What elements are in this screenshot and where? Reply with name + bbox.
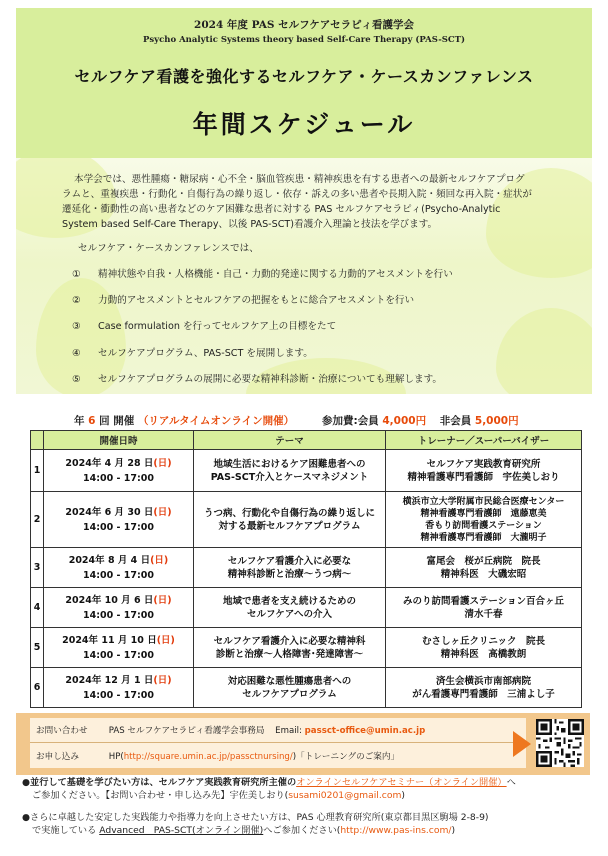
goal-text: セルフケアプログラム、PAS-SCT を展開します。 [98, 348, 313, 359]
note-line [22, 789, 592, 802]
goal-text: 力動的アセスメントとセルフケアの把握をもとに総合アセスメントを行い [98, 295, 415, 306]
session-date [44, 492, 194, 548]
weekday: (日) [150, 554, 169, 566]
trainer-line: 精神科医 大磯宏昭 [440, 568, 527, 580]
intro-line: System based Self-Care Therapy、以後 PAS-SCT)看護介入理論と技法を学びます。 [62, 219, 438, 230]
session-theme [194, 548, 386, 588]
session-count: 6 [88, 415, 96, 427]
goal-item [72, 318, 336, 332]
member-fee-label: 参加費:会員 [322, 415, 379, 427]
session-trainer [386, 450, 582, 492]
contact-divider [30, 742, 526, 743]
goal-number: ④ [72, 348, 81, 359]
session-number: 4 [31, 588, 44, 628]
inquiry-label: お問い合わせ [36, 726, 88, 736]
column-header-trainer: トレーナー／スーパーバイザー [386, 431, 582, 450]
time-text: 14:00 - 17:00 [82, 689, 155, 701]
schedule-info [26, 413, 580, 428]
table-row [31, 668, 582, 708]
note-line [22, 824, 592, 837]
online-seminar-link[interactable]: オンラインセルフケアセミナー（オンライン開催） [296, 777, 507, 788]
session-number: 6 [31, 668, 44, 708]
time-text: 14:00 - 17:00 [82, 472, 155, 484]
intro-line: ラムと、重複疾患・行動化・自傷行為の繰り返し・依存・訴えの多い患者や長期入院・頻回な再入院・症状が [62, 189, 532, 200]
contact-details [30, 718, 526, 768]
table-row [31, 450, 582, 492]
session-theme [194, 628, 386, 668]
note-text: で実施している [32, 825, 97, 836]
trainer-line: がん看護専門看護師 三浦よし子 [412, 688, 555, 700]
goal-number: ② [72, 295, 81, 306]
note-text: ) [401, 790, 405, 801]
intro-line: 遷延化・衝動性の高い患者などのケア困難な患者に対する PAS セルフケアセラピィ(Psycho-Analytic [62, 204, 501, 215]
intro-line: 本学会では、悪性腫瘍・糖尿病・心不全・脳血管疾患・精神疾患を有する患者への最新セルフケアプログ [74, 174, 525, 185]
trainer-line: 精神看護専門看護師 宇佐美しおり [407, 471, 560, 483]
session-date [44, 588, 194, 628]
trainer-line: 富尾会 桜が丘病院 院長 [426, 555, 541, 567]
note-text: ご参加ください。【お問い合わせ・申し込み先】宇佐美しおり( [32, 790, 289, 801]
time-text: 14:00 - 17:00 [82, 521, 155, 533]
theme-line: 地域で患者を支え続けるための [222, 595, 356, 607]
session-trainer [386, 492, 582, 548]
goal-item [72, 292, 414, 306]
theme-line: 対応困難な悪性腫瘍患者への [227, 675, 352, 687]
date-text: 2024年 11 月 10 日 [62, 634, 157, 646]
trainer-line: 精神科医 高橋教朗 [440, 648, 527, 660]
apply-label: お申し込み [36, 752, 79, 762]
apply-url-link[interactable]: http://square.umin.ac.jp/passctnursing/ [123, 752, 293, 762]
session-number: 5 [31, 628, 44, 668]
basic-seminar-note [22, 776, 592, 802]
date-text: 2024年 8 月 4 日 [68, 554, 151, 566]
note-text: ) [451, 825, 456, 836]
table-row [31, 548, 582, 588]
count-suffix: 回 開催 [99, 415, 135, 427]
weekday: (日) [153, 457, 172, 469]
inquiry-line [36, 724, 425, 736]
pas-institute-url-link[interactable]: http://www.pas-ins.com/ [340, 825, 452, 836]
seminar-email-link[interactable]: susami0201@gmail.com [288, 790, 402, 801]
intro-paragraph [62, 172, 562, 232]
session-trainer [386, 628, 582, 668]
note-line [22, 776, 592, 789]
session-number: 2 [31, 492, 44, 548]
intro-section [16, 158, 592, 394]
table-row [31, 628, 582, 668]
trainer-line: 精神看護専門看護師 遠藤恵美 [420, 508, 547, 519]
session-theme [194, 668, 386, 708]
goal-item [72, 266, 453, 280]
member-fee: 4,000円 [382, 415, 427, 427]
time-text: 14:00 - 17:00 [82, 569, 155, 581]
theme-line: 対する最新セルフケアプログラム [218, 520, 361, 532]
weekday: (日) [156, 634, 175, 646]
inquiry-email-link[interactable]: passct-office@umin.ac.jp [304, 726, 426, 736]
date-text: 2024年 12 月 1 日 [65, 674, 154, 686]
advanced-course-note [22, 811, 592, 837]
weekday: (日) [153, 594, 172, 606]
session-date [44, 450, 194, 492]
goal-number: ① [72, 269, 81, 280]
goal-text: 精神状態や自我・人格機能・自己・力動的発達に関する力動的アセスメントを行い [98, 269, 453, 280]
trainer-line: 済生会横浜市南部病院 [435, 675, 531, 687]
theme-line: セルフケアへの介入 [246, 608, 333, 620]
apply-prefix: HP( [108, 752, 124, 762]
trainer-line: 精神看護専門看護師 大瀧明子 [420, 532, 547, 543]
table-row [31, 588, 582, 628]
date-text: 2024年 4 月 28 日 [65, 457, 154, 469]
goal-text: セルフケアプログラムの展開に必要な精神科診断・治療についても理解します。 [98, 374, 443, 385]
goal-item [72, 345, 313, 359]
schedule-table [30, 430, 582, 708]
note-text: へ [506, 777, 516, 788]
date-text: 2024年 6 月 30 日 [65, 506, 154, 518]
theme-line: セルフケア看護介入に必要な精神科 [213, 635, 366, 647]
session-theme [194, 492, 386, 548]
nonmember-fee: 5,000円 [474, 415, 519, 427]
trainer-line: 横浜市立大学附属市民総合医療センター [402, 496, 565, 507]
trainer-line: セルフケア実践教育研究所 [426, 458, 541, 470]
page-title: セルフケア看護を強化するセルフケア・ケースカンファレンス [74, 67, 534, 86]
delivery-mode: （リアルタイムオンライン開催） [137, 415, 295, 427]
organization-english-name: Psycho Analytic Systems theory based Self-Care Therapy (PAS-SCT) [142, 35, 466, 45]
goal-item [72, 371, 442, 385]
organization-name: 2024 年度 PAS セルフケアセラピィ看護学会 [194, 19, 414, 31]
apply-line [36, 750, 399, 762]
theme-line: 診断と治療～人格障害･発達障害～ [215, 648, 364, 660]
note-line: ●さらに卓越した安定した実践能力や指導力を向上させたい方は、PAS 心理教育研究所(東京都目黒区駒場 2-8-9) [22, 812, 489, 823]
theme-line: セルフケア看護介入に必要な [227, 555, 352, 567]
apply-suffix: )「トレーニングのご案内」 [292, 752, 400, 762]
nonmember-fee-label: 非会員 [439, 415, 472, 427]
page-subtitle: 年間スケジュール [192, 110, 416, 139]
session-theme [194, 450, 386, 492]
qr-code-icon[interactable] [536, 719, 584, 767]
background-leaf-decoration [496, 308, 592, 394]
goal-number: ⑤ [72, 374, 81, 385]
theme-line: 精神科診断と治療～うつ病～ [227, 568, 352, 580]
fee-info [322, 413, 519, 428]
session-trainer [386, 668, 582, 708]
email-label: Email: [275, 726, 302, 736]
goal-number: ③ [72, 321, 81, 332]
contact-box [16, 713, 590, 775]
theme-line: セルフケアプログラム [242, 688, 337, 700]
date-text: 2024年 10 月 6 日 [65, 594, 154, 606]
header-banner [16, 8, 592, 158]
session-date [44, 668, 194, 708]
conference-lead: セルフケア・ケースカンファレンスでは、 [78, 243, 259, 254]
table-row [31, 492, 582, 548]
trainer-line: 香もり訪問看護ステーション [425, 520, 542, 531]
count-prefix: 年 [74, 415, 85, 427]
note-text: へご参加ください( [263, 825, 341, 836]
session-number: 1 [31, 450, 44, 492]
trainer-line: 清水千春 [464, 608, 503, 620]
column-header-theme: テーマ [194, 431, 386, 450]
column-header-date: 開催日時 [44, 431, 194, 450]
time-text: 14:00 - 17:00 [82, 609, 155, 621]
trainer-line: みのり訪問看護ステーション百合ヶ丘 [403, 595, 564, 607]
weekday: (日) [153, 674, 172, 686]
arrow-icon [513, 731, 531, 757]
column-header-no [31, 431, 44, 450]
goal-text: Case formulation を行ってセルフケア上の目標をたて [98, 321, 337, 332]
session-trainer [386, 588, 582, 628]
time-text: 14:00 - 17:00 [82, 649, 155, 661]
table-header-row [31, 431, 582, 450]
session-trainer [386, 548, 582, 588]
inquiry-organization: PAS セルフケアセラピィ看護学会事務局 [108, 726, 265, 736]
weekday: (日) [153, 506, 172, 518]
trainer-line: むさしヶ丘クリニック 院長 [422, 635, 545, 647]
note-text: ●並行して基礎を学びたい方は、セルフケア実践教育研究所主催の [22, 777, 297, 788]
theme-line: うつ病、行動化や自傷行為の繰り返しに [203, 507, 375, 519]
session-date [44, 628, 194, 668]
theme-line: PAS-SCT介入とケースマネジメント [210, 471, 369, 483]
session-number: 3 [31, 548, 44, 588]
theme-line: 地域生活におけるケア困難患者への [213, 458, 366, 470]
session-date [44, 548, 194, 588]
advanced-pas-sct-link[interactable]: Advanced PAS-SCT(オンライン開催) [99, 825, 264, 836]
session-theme [194, 588, 386, 628]
